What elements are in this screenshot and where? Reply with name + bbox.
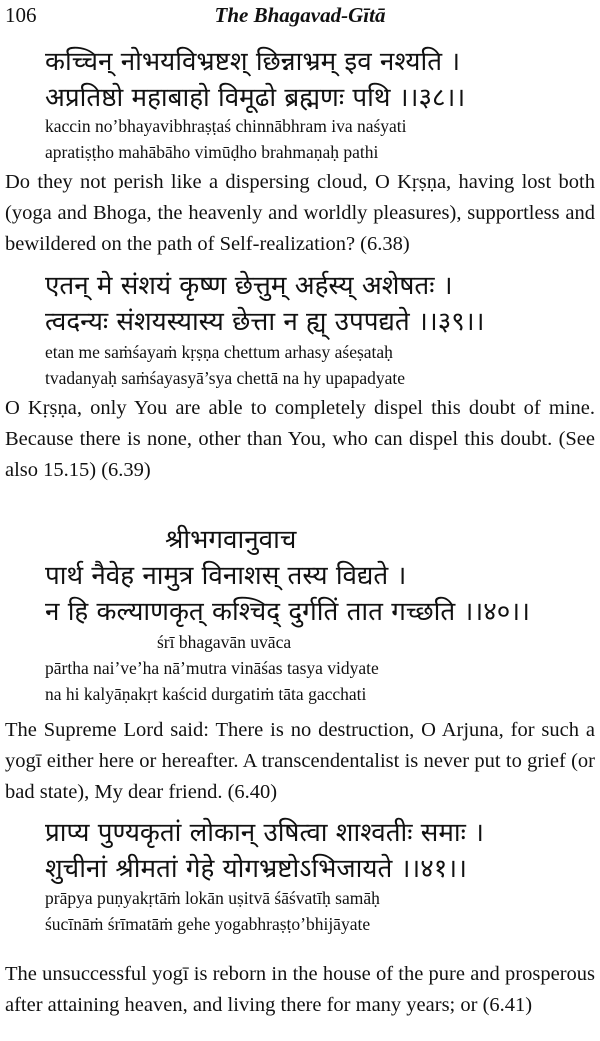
transliteration-line: kaccin no’bhayavibhraṣṭaś chinnābhram iva naśyati [45,116,407,136]
transliteration-line: na hi kalyāṇakṛt kaścid durgatiṁ tāta gacchati [45,684,367,704]
verse-39-transliteration [45,339,405,391]
page-number: 106 [5,3,37,27]
verse-38-transliteration [45,113,407,165]
devanagari-line: प्राप्य पुण्यकृतां लोकान् उषित्वा शाश्वतीः समाः । [45,818,485,848]
devanagari-line: कच्चिन् नोभयविभ्रष्टश् छिन्नाभ्रम् इव नश्यति । [45,47,461,77]
verse-40-transliteration [45,629,379,707]
verse-38-translation: Do they not perish like a dispersing cloud, O Kṛṣṇa, having lost both (yoga and Bhoga, the heavenly and worldly pleasures), supportless and bewildered on the path of Self-realization? (6.38) [5,171,595,255]
transliteration-line: śucīnāṁ śrīmatāṁ gehe yogabhraṣṭo’bhijāyate [45,914,371,934]
verse-41-translation: The unsuccessful yogī is reborn in the house of the pure and prosperous after attaining heaven, and living there for many years; or (6.41) [5,963,595,1016]
running-title: The Bhagavad-Gītā [214,3,386,27]
devanagari-line: शुचीनां श्रीमतां गेहे योगभ्रष्टोऽभिजायते ।।४१।। [45,854,468,884]
devanagari-line: एतन् मे संशयं कृष्ण छेत्तुम् अर्हस्य् अशेषतः । [45,271,453,301]
verse-41-devanagari [45,815,484,887]
verse-40-devanagari [45,558,530,630]
devanagari-line: त्वदन्यः संशयस्यास्य छेत्ता न ह्य् उपपद्यते ।।३९।। [45,307,485,337]
transliteration-line: tvadanyaḥ saṁśayasyā’sya chettā na hy upapadyate [45,368,406,388]
transliteration-line: prāpya puṇyakṛtāṁ lokān uṣitvā śāśvatīḥ samāḥ [45,888,380,908]
devanagari-line: अप्रतिष्ठो महाबाहो विमूढो ब्रह्मणः पथि ।।३८।। [45,83,466,113]
verse-41-transliteration [45,885,380,937]
verse-39-translation: O Kṛṣṇa, only You are able to completely dispel this doubt of mine. Because there is none, other than You, who can dispel this doubt. (See also 15.15) (6.39) [5,397,595,481]
verse-38-devanagari [45,44,465,116]
verse-39-devanagari [45,268,484,340]
transliteration-line: pārtha nai’ve’ha nā’mutra vināśas tasya vidyate [45,658,379,678]
devanagari-line: पार्थ नैवेह नामुत्र विनाशस् तस्य विद्यते । [45,561,407,591]
transliteration-line: apratiṣṭho mahābāho vimūḍho brahmaṇaḥ pathi [45,142,379,162]
devanagari-line: न हि कल्याणकृत् कश्चिद् दुर्गतिं तात गच्छति ।।४०।। [45,597,530,627]
speaker-transliteration: śrī bhagavān uvāca [157,632,292,652]
transliteration-line: etan me saṁśayaṁ kṛṣṇa chettum arhasy aśeṣataḥ [45,342,393,362]
verse-40-translation: The Supreme Lord said: There is no destruction, O Arjuna, for such a yogī either here or hereafter. A transcendentalist is never put to grief (or bad state), My dear friend. (6.40) [5,719,595,803]
speaker-devanagari: श्रीभगवानुवाच [165,525,297,555]
